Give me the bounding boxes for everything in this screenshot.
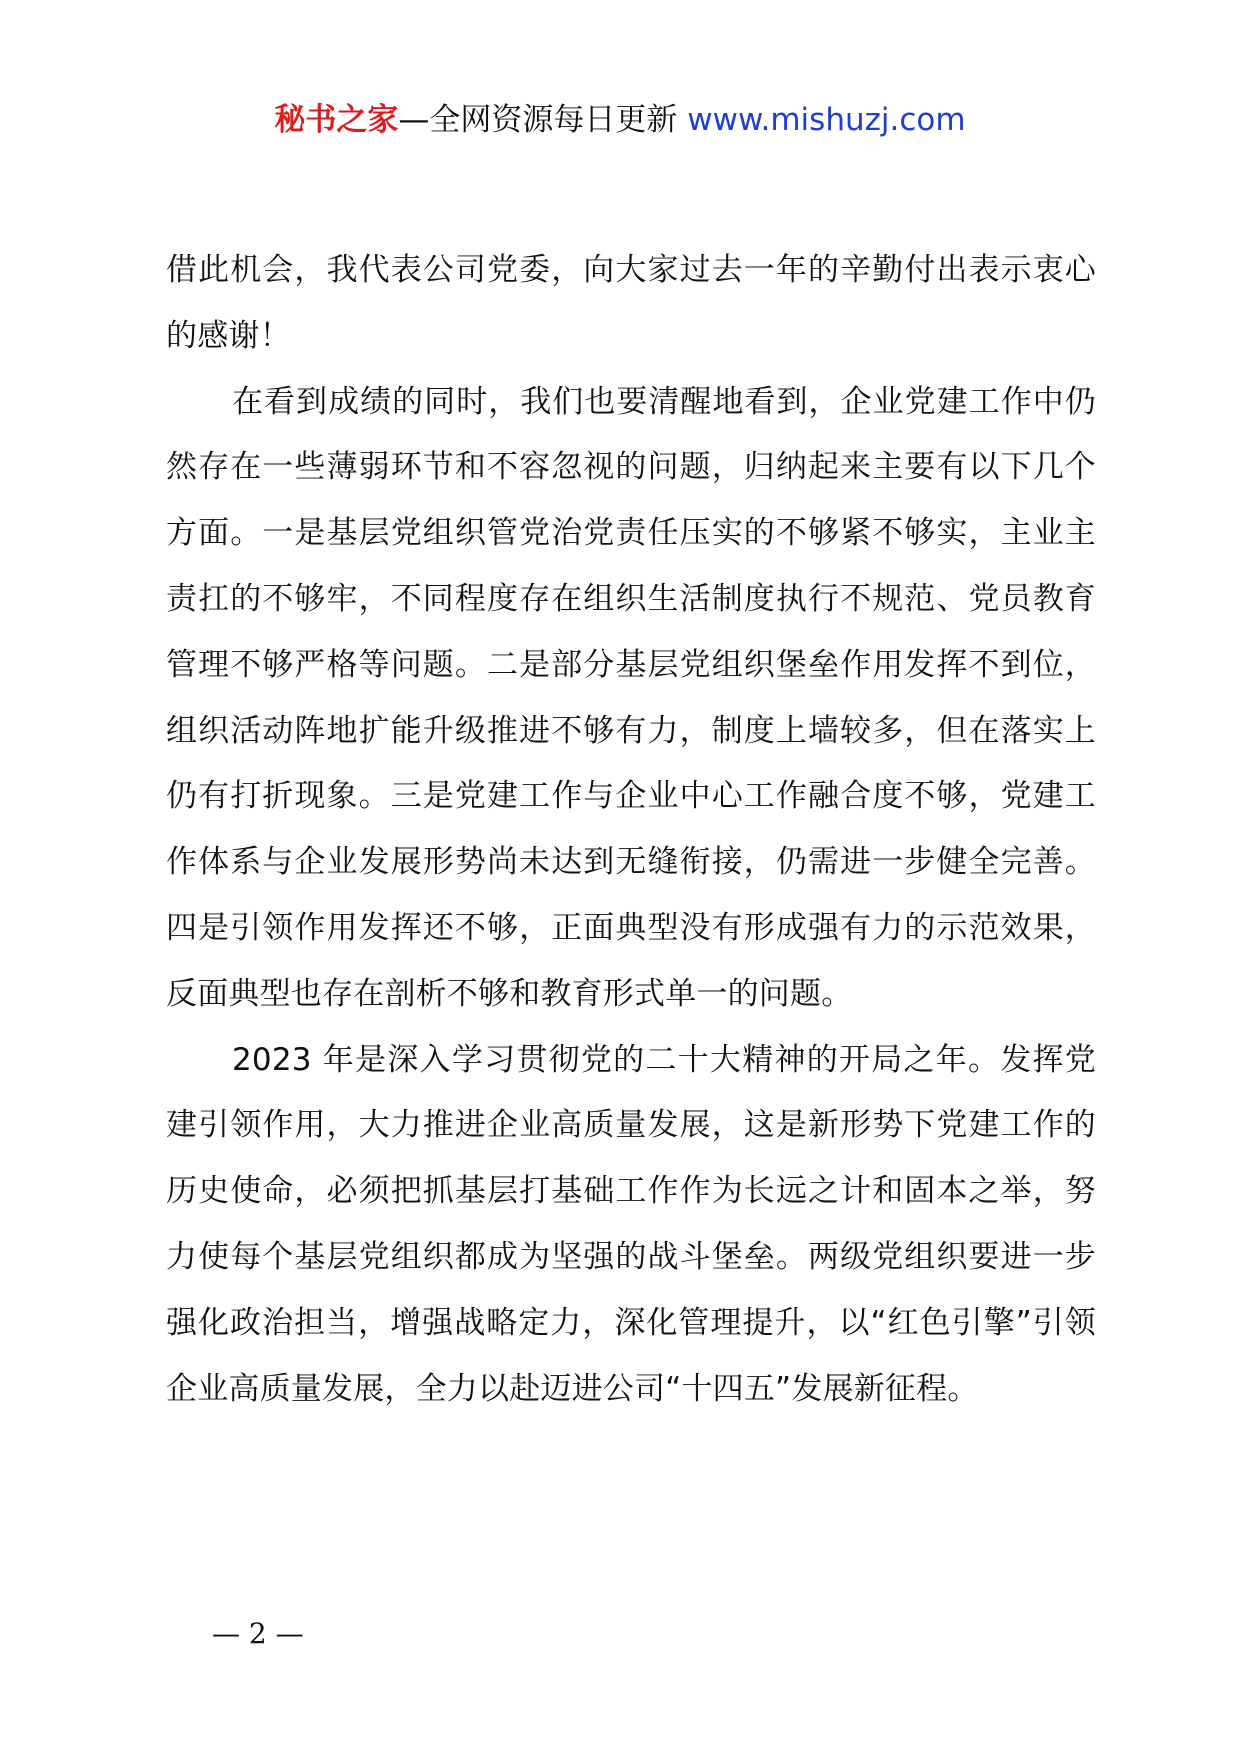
site-header: [0, 98, 1240, 142]
paragraph-2: 在看到成绩的同时，我们也要清醒地看到，企业党建工作中仍然存在一些薄弱环节和不容忽视的问题，归纳起来主要有以下几个方面。一是基层党组织管党治党责任压实的不够紧不够实，主业主责扛的不够牢，不同程度存在组织生活制度执行不规范、党员教育管理不够严格等问题。二是部分基层党组织堡垒作用发挥不到位，组织活动阵地扩能升级推进不够有力，制度上墙较多，但在落实上仍有打折现象。三是党建工作与企业中心工作融合度不够，党建工作体系与企业发展形势尚未达到无缝衔接，仍需进一步健全完善。四是引领作用发挥还不够，正面典型没有形成强有力的示范效果，反面典型也存在剖析不够和教育形式单一的问题。: [166, 383, 1096, 1012]
header-tagline: —全网资源每日更新: [398, 102, 688, 138]
brand-name: 秘书之家: [274, 102, 399, 138]
document-body: [166, 238, 1096, 1422]
site-url-link[interactable]: www.mishuzj.com: [687, 102, 966, 138]
paragraph-3: 2023 年是深入学习贯彻党的二十大精神的开局之年。发挥党建引领作用，大力推进企业高质量发展，这是新形势下党建工作的历史使命，必须把抓基层打基础工作作为长远之计和固本之举，努力使每个基层党组织都成为坚强的战斗堡垒。两级党组织要进一步强化政治担当，增强战略定力，深化管理提升，以“红色引擎”引领企业高质量发展，全力以赴迈进公司“十四五”发展新征程。: [166, 1041, 1096, 1407]
paragraph-1: 借此机会，我代表公司党委，向大家过去一年的辛勤付出表示衷心的感谢！: [166, 252, 1096, 354]
page-number: — 2 —: [212, 1617, 304, 1650]
